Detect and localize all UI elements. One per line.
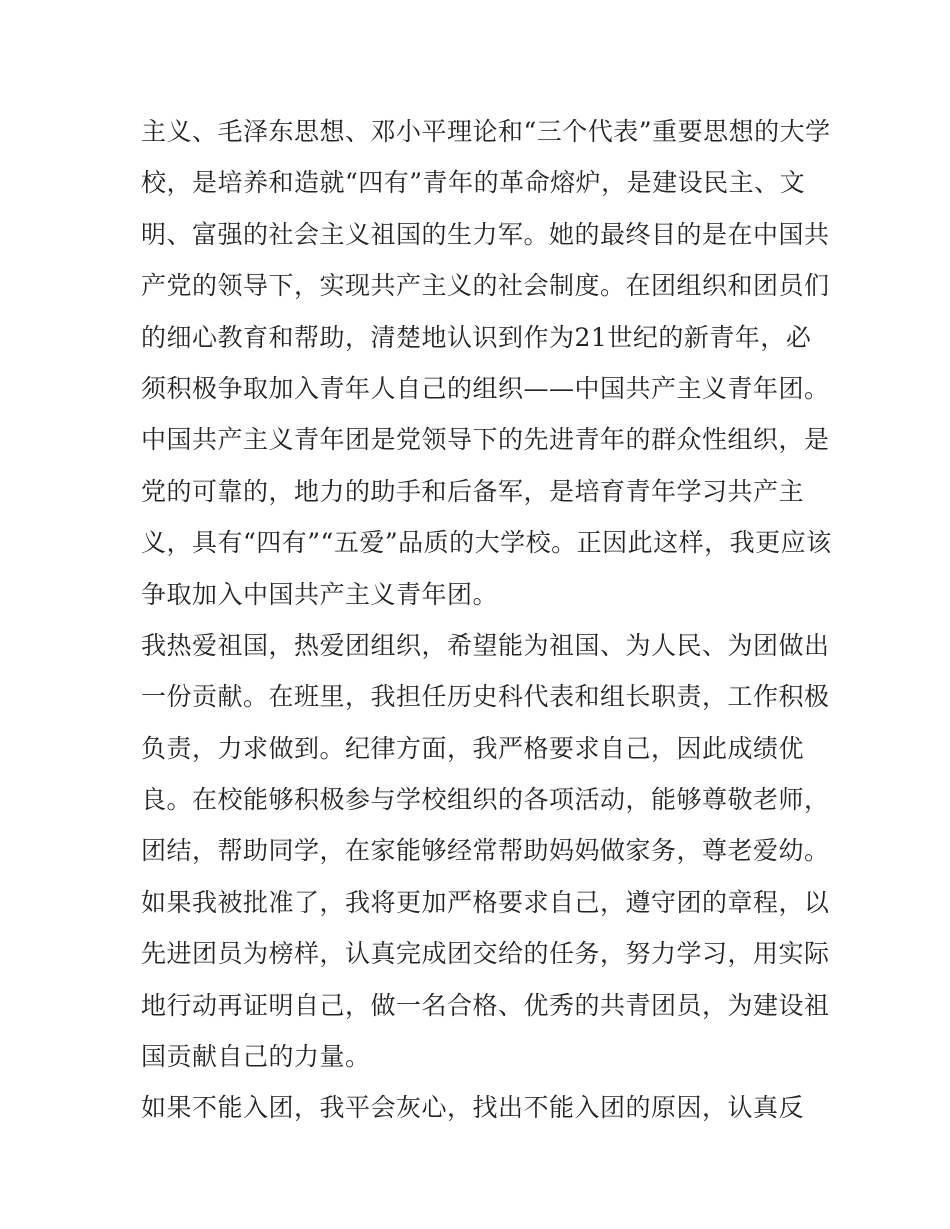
text-line: 党的可靠的，地力的助手和后备军，是培育青年学习共产主 [141, 476, 805, 506]
text-line: 如果我被批准了，我将更加严格要求自己，遵守团的章程，以 [141, 887, 830, 917]
text-line: 中国共产主义青年团是党领导下的先进青年的群众性组织，是 [141, 425, 830, 455]
text-line: 良。在校能够积极参与学校组织的各项活动，能够尊敬老师， [141, 785, 830, 815]
text-line: 产党的领导下，实现共产主义的社会制度。在团组织和团员们 [141, 271, 830, 301]
text-line: 负责，力求做到。纪律方面，我严格要求自己，因此成绩优 [141, 733, 805, 763]
text-line: 主义、毛泽东思想、邓小平理论和“三个代表”重要思想的大学 [141, 117, 831, 146]
paragraph [141, 620, 830, 1083]
text-line: 的细心教育和帮助，清楚地认识到作为21世纪的新青年，必 [141, 322, 812, 352]
text-line: 明、富强的社会主义祖国的生力军。她的最终目的是在中国共 [141, 219, 830, 249]
paragraph [141, 106, 832, 620]
text-line: 争取加入中国共产主义青年团。 [141, 579, 499, 609]
document-body [141, 106, 832, 1134]
paragraph [141, 1082, 821, 1133]
text-line: 一份贡献。在班里，我担任历史科代表和组长职责，工作积极 [141, 682, 830, 712]
text-line: 须积极争取加入青年人自己的组织——中国共产主义青年团。 [141, 373, 830, 403]
text-line: 地行动再证明自己，做一名合格、优秀的共青团员，为建设祖 [141, 990, 830, 1020]
text-line: 国贡献自己的力量。 [141, 1042, 371, 1072]
text-line: 校，是培养和造就“四有”青年的革命熔炉，是建设民主、文 [141, 168, 806, 198]
text-line: 先进团员为榜样，认真完成团交给的任务，努力学习，用实际 [141, 939, 830, 969]
text-line: 义，具有“四有”“五爱”品质的大学校。正因此这样，我更应该 [141, 528, 832, 558]
text-line: 我热爱祖国，热爱团组织，希望能为祖国、为人民、为团做出 [141, 630, 830, 660]
text-line: 如果不能入团，我平会灰心，找出不能入团的原因，认真反 [141, 1093, 805, 1123]
text-line: 团结，帮助同学，在家能够经常帮助妈妈做家务，尊老爱幼。 [141, 836, 830, 866]
